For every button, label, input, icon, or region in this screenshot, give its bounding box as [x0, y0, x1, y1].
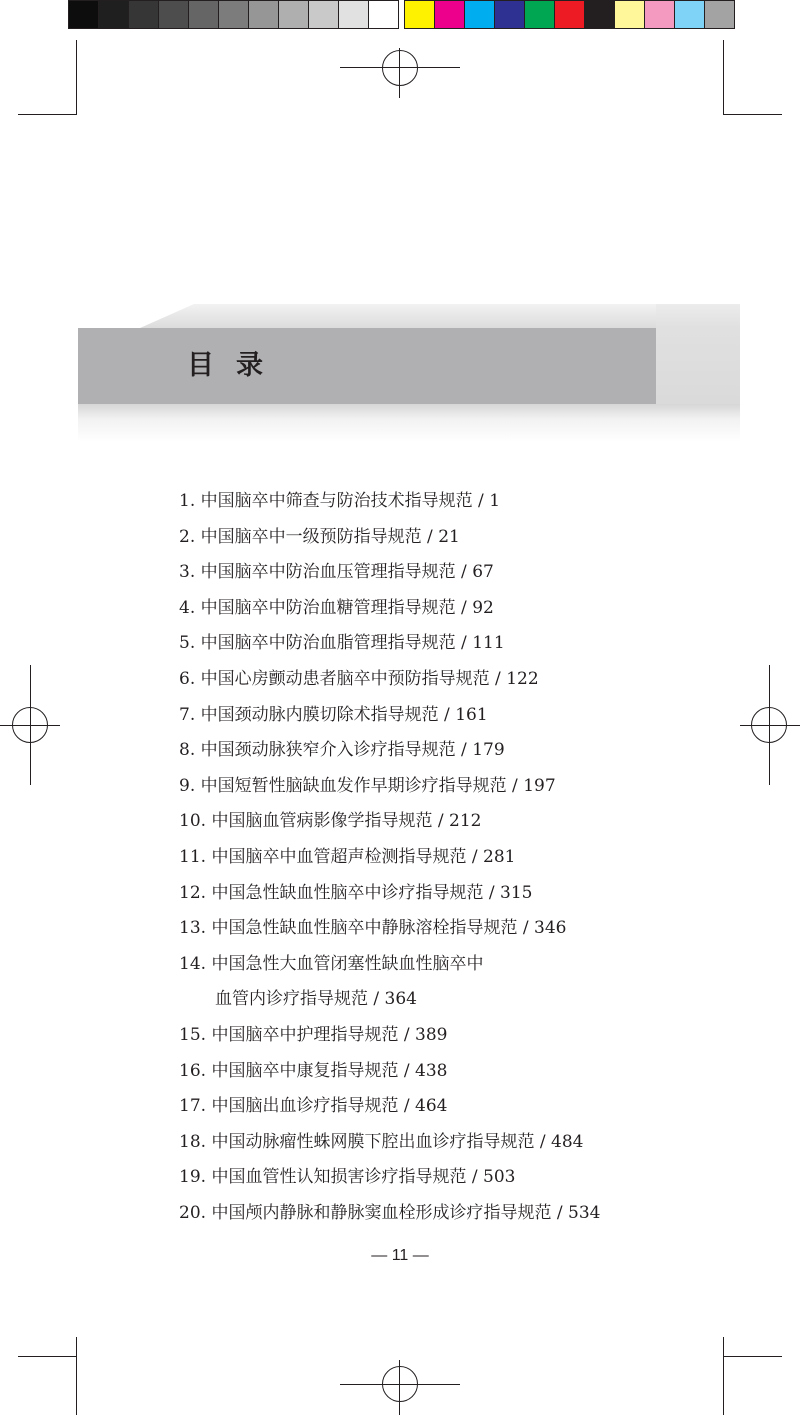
toc-separator: /: [403, 1024, 410, 1045]
toc-title: 中国脑卒中筛查与防治技术指导规范: [200, 491, 473, 511]
toc-title: 中国动脉瘤性蛛网膜下腔出血诊疗指导规范: [211, 1131, 535, 1152]
toc-page-number: 281: [483, 846, 516, 867]
toc-page-number: 364: [384, 989, 417, 1010]
toc-entry-continuation: [179, 982, 600, 1018]
toc-page-number: 111: [472, 633, 505, 654]
process-color-swatch: [614, 0, 645, 29]
toc-number: 6.: [179, 668, 196, 689]
toc-page-number: 21: [438, 526, 460, 547]
toc-number: 4.: [179, 597, 196, 618]
toc-separator: /: [403, 1060, 410, 1081]
gray-color-bar: [68, 0, 398, 31]
toc-number: 2.: [179, 526, 196, 547]
toc-separator: /: [373, 989, 380, 1010]
toc-separator: /: [488, 882, 495, 903]
toc-title: 中国短暂性脑缺血发作早期诊疗指导规范: [200, 775, 507, 796]
toc-number: 13.: [179, 918, 207, 939]
toc-separator: /: [437, 811, 444, 832]
gray-swatch: [128, 0, 159, 29]
banner-bevel: [140, 304, 740, 328]
toc-number: 1.: [179, 491, 196, 511]
process-color-swatch: [644, 0, 675, 29]
toc-title: 中国颈动脉内膜切除术指导规范: [200, 704, 439, 725]
toc-number: 20.: [179, 1202, 207, 1223]
process-color-swatch: [704, 0, 735, 29]
toc-page-number: 534: [568, 1202, 601, 1223]
process-color-swatch: [584, 0, 615, 29]
toc-entry: [179, 947, 600, 983]
gray-swatch: [158, 0, 189, 29]
toc-title: 中国脑卒中康复指导规范: [211, 1060, 399, 1081]
page-title: 目录: [187, 350, 285, 381]
toc-title: 中国急性缺血性脑卒中静脉溶栓指导规范: [211, 918, 518, 939]
toc-title: 中国脑卒中防治血脂管理指导规范: [200, 633, 456, 654]
toc-number: 14.: [179, 953, 207, 974]
toc-page-number: 484: [551, 1131, 584, 1152]
toc-entry: [179, 733, 600, 769]
gray-swatch: [68, 0, 99, 29]
toc-entry: [179, 591, 600, 627]
gray-swatch: [98, 0, 129, 29]
toc-separator: /: [403, 1096, 410, 1117]
toc-title: 中国心房颤动患者脑卒中预防指导规范: [200, 668, 490, 689]
toc-page-number: 212: [449, 811, 482, 832]
toc-page-number: 389: [415, 1024, 448, 1045]
toc-entry: [179, 520, 600, 556]
toc-entry: [179, 911, 600, 947]
toc-number: 11.: [179, 846, 207, 867]
toc-page-number: 161: [455, 704, 488, 725]
toc-separator: /: [471, 1167, 478, 1188]
toc-entry: [179, 1160, 600, 1196]
toc-number: 10.: [179, 811, 207, 832]
toc-page-number: 197: [523, 775, 556, 796]
banner-highlight: [656, 304, 740, 404]
toc-title: 中国脑卒中护理指导规范: [211, 1024, 399, 1045]
toc-number: 7.: [179, 704, 196, 725]
toc-separator: /: [461, 633, 467, 654]
toc-title-continuation: 血管内诊疗指导规范: [215, 989, 368, 1010]
toc-entry: [179, 555, 600, 591]
toc-title: 中国脑出血诊疗指导规范: [211, 1096, 399, 1117]
toc-title: 中国脑血管病影像学指导规范: [211, 811, 433, 832]
toc-separator: /: [461, 597, 467, 618]
gray-swatch: [368, 0, 399, 29]
toc-title: 中国脑卒中防治血压管理指导规范: [200, 562, 456, 583]
toc-number: 5.: [179, 633, 196, 654]
banner-shadow: [78, 404, 740, 442]
toc-page-number: 315: [500, 882, 533, 903]
toc-title: 中国颈动脉狭窄介入诊疗指导规范: [200, 740, 456, 761]
toc-entry: [179, 626, 600, 662]
gray-swatch: [218, 0, 249, 29]
toc-number: 15.: [179, 1024, 207, 1045]
toc-page-number: 179: [472, 740, 505, 761]
toc-separator: /: [539, 1131, 546, 1152]
toc-separator: /: [495, 668, 501, 689]
process-color-swatch: [464, 0, 495, 29]
toc-number: 12.: [179, 882, 207, 903]
toc-separator: /: [461, 740, 467, 761]
page-number: — 11 —: [371, 1247, 429, 1264]
toc-entry: [179, 484, 600, 520]
toc-title: 中国颅内静脉和静脉窦血栓形成诊疗指导规范: [211, 1202, 552, 1223]
heading-banner: [78, 328, 740, 404]
toc-separator: /: [471, 846, 478, 867]
toc-entry: [179, 804, 600, 840]
toc-entry: [179, 1089, 600, 1125]
toc-page-number: 438: [415, 1060, 448, 1081]
toc-title: 中国脑卒中血管超声检测指导规范: [211, 846, 467, 867]
toc-title: 中国血管性认知损害诊疗指导规范: [211, 1167, 467, 1188]
toc-entry: [179, 1125, 600, 1161]
gray-swatch: [308, 0, 339, 29]
toc-separator: /: [444, 704, 450, 725]
toc-number: 3.: [179, 562, 196, 583]
toc-number: 17.: [179, 1096, 207, 1117]
toc-entry: [179, 769, 600, 805]
toc-separator: /: [427, 526, 433, 547]
toc-page-number: 67: [472, 562, 494, 583]
process-color-swatch: [554, 0, 585, 29]
gray-swatch: [188, 0, 219, 29]
process-color-swatch: [524, 0, 555, 29]
toc-number: 18.: [179, 1131, 207, 1152]
toc-page-number: 346: [534, 918, 567, 939]
toc-separator: /: [461, 562, 467, 583]
toc-title: 中国急性大血管闭塞性缺血性脑卒中: [211, 953, 484, 974]
toc-number: 9.: [179, 775, 196, 796]
toc-number: 8.: [179, 740, 196, 761]
process-color-swatch: [404, 0, 435, 29]
toc-number: 19.: [179, 1167, 207, 1188]
gray-swatch: [248, 0, 279, 29]
table-of-contents: [179, 484, 600, 1231]
toc-separator: /: [522, 918, 529, 939]
toc-entry: [179, 662, 600, 698]
gray-swatch: [338, 0, 369, 29]
toc-page-number: 1: [489, 491, 501, 511]
gray-swatch: [278, 0, 309, 29]
toc-number: 16.: [179, 1060, 207, 1081]
toc-title: 中国脑卒中一级预防指导规范: [200, 526, 422, 547]
toc-page-number: 92: [472, 597, 494, 618]
toc-entry: [179, 876, 600, 912]
toc-title: 中国急性缺血性脑卒中诊疗指导规范: [211, 882, 484, 903]
process-color-swatch: [434, 0, 465, 29]
toc-page-number: 464: [415, 1096, 448, 1117]
toc-separator: /: [512, 775, 518, 796]
process-color-bar: [404, 0, 734, 31]
toc-page-number: 503: [483, 1167, 516, 1188]
toc-entry: [179, 698, 600, 734]
toc-separator: /: [556, 1202, 563, 1223]
toc-separator: /: [478, 491, 484, 511]
toc-entry: [179, 1054, 600, 1090]
toc-entry: [179, 840, 600, 876]
process-color-swatch: [674, 0, 705, 29]
toc-entry: [179, 1196, 600, 1232]
process-color-swatch: [494, 0, 525, 29]
toc-entry: [179, 1018, 600, 1054]
toc-page-number: 122: [506, 668, 539, 689]
toc-title: 中国脑卒中防治血糖管理指导规范: [200, 597, 456, 618]
